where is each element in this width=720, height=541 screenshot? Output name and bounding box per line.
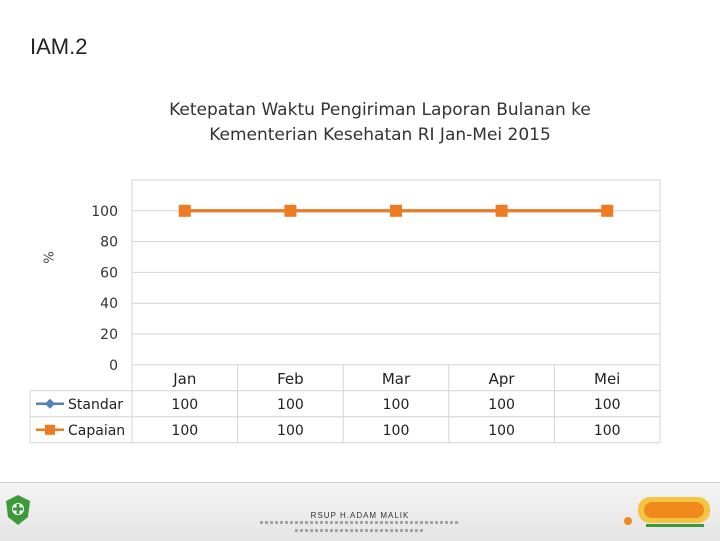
data-label: 100 — [171, 396, 199, 413]
data-label: 100 — [382, 422, 410, 439]
data-point-capaian — [601, 205, 613, 217]
legend-label: Capaian — [68, 422, 126, 439]
data-point-capaian — [284, 205, 296, 217]
data-label: 100 — [593, 396, 621, 413]
y-tick-label: 40 — [100, 296, 118, 313]
footer-bar — [0, 482, 720, 541]
data-label: 100 — [277, 422, 304, 439]
legend-marker — [45, 399, 55, 409]
legend-label: Standar — [68, 396, 124, 413]
footer-org-name: RSUP H.ADAM MALIK — [310, 511, 410, 520]
chart-title: Ketepatan Waktu Pengiriman Laporan Bulanan ke Kementerian Kesehatan RI Jan-Mei 2015 — [169, 100, 591, 145]
y-tick-label: 0 — [109, 357, 118, 374]
legend-marker — [45, 425, 55, 435]
data-label: 100 — [171, 422, 199, 439]
y-tick-labels — [91, 204, 118, 374]
data-label: 100 — [277, 396, 304, 413]
data-point-capaian — [496, 205, 508, 217]
category-label: Mar — [381, 369, 411, 388]
data-label: 100 — [382, 396, 410, 413]
category-label: Jan — [173, 369, 197, 388]
data-label: 100 — [593, 422, 621, 439]
category-label: Apr — [488, 369, 515, 388]
data-point-capaian — [179, 205, 191, 217]
rsup-logo-icon — [618, 493, 714, 533]
category-label: Feb — [277, 369, 304, 388]
y-tick-label: 100 — [91, 203, 118, 220]
data-table — [30, 365, 660, 443]
legend-capaian — [36, 423, 125, 439]
slide-id: IAM.2 — [30, 34, 88, 59]
category-label: Mei — [594, 369, 621, 388]
series-lines — [179, 205, 613, 217]
data-label: 100 — [488, 396, 515, 413]
footer-contact — [295, 529, 425, 532]
y-axis-label: % — [42, 251, 58, 264]
data-point-capaian — [390, 205, 402, 217]
footer-address — [260, 521, 460, 524]
ministry-logo-icon — [4, 493, 32, 527]
y-tick-label: 60 — [100, 265, 118, 282]
data-label: 100 — [488, 422, 515, 439]
legend-standar — [36, 397, 123, 413]
y-tick-label: 80 — [100, 234, 118, 251]
y-tick-label: 20 — [100, 327, 118, 343]
